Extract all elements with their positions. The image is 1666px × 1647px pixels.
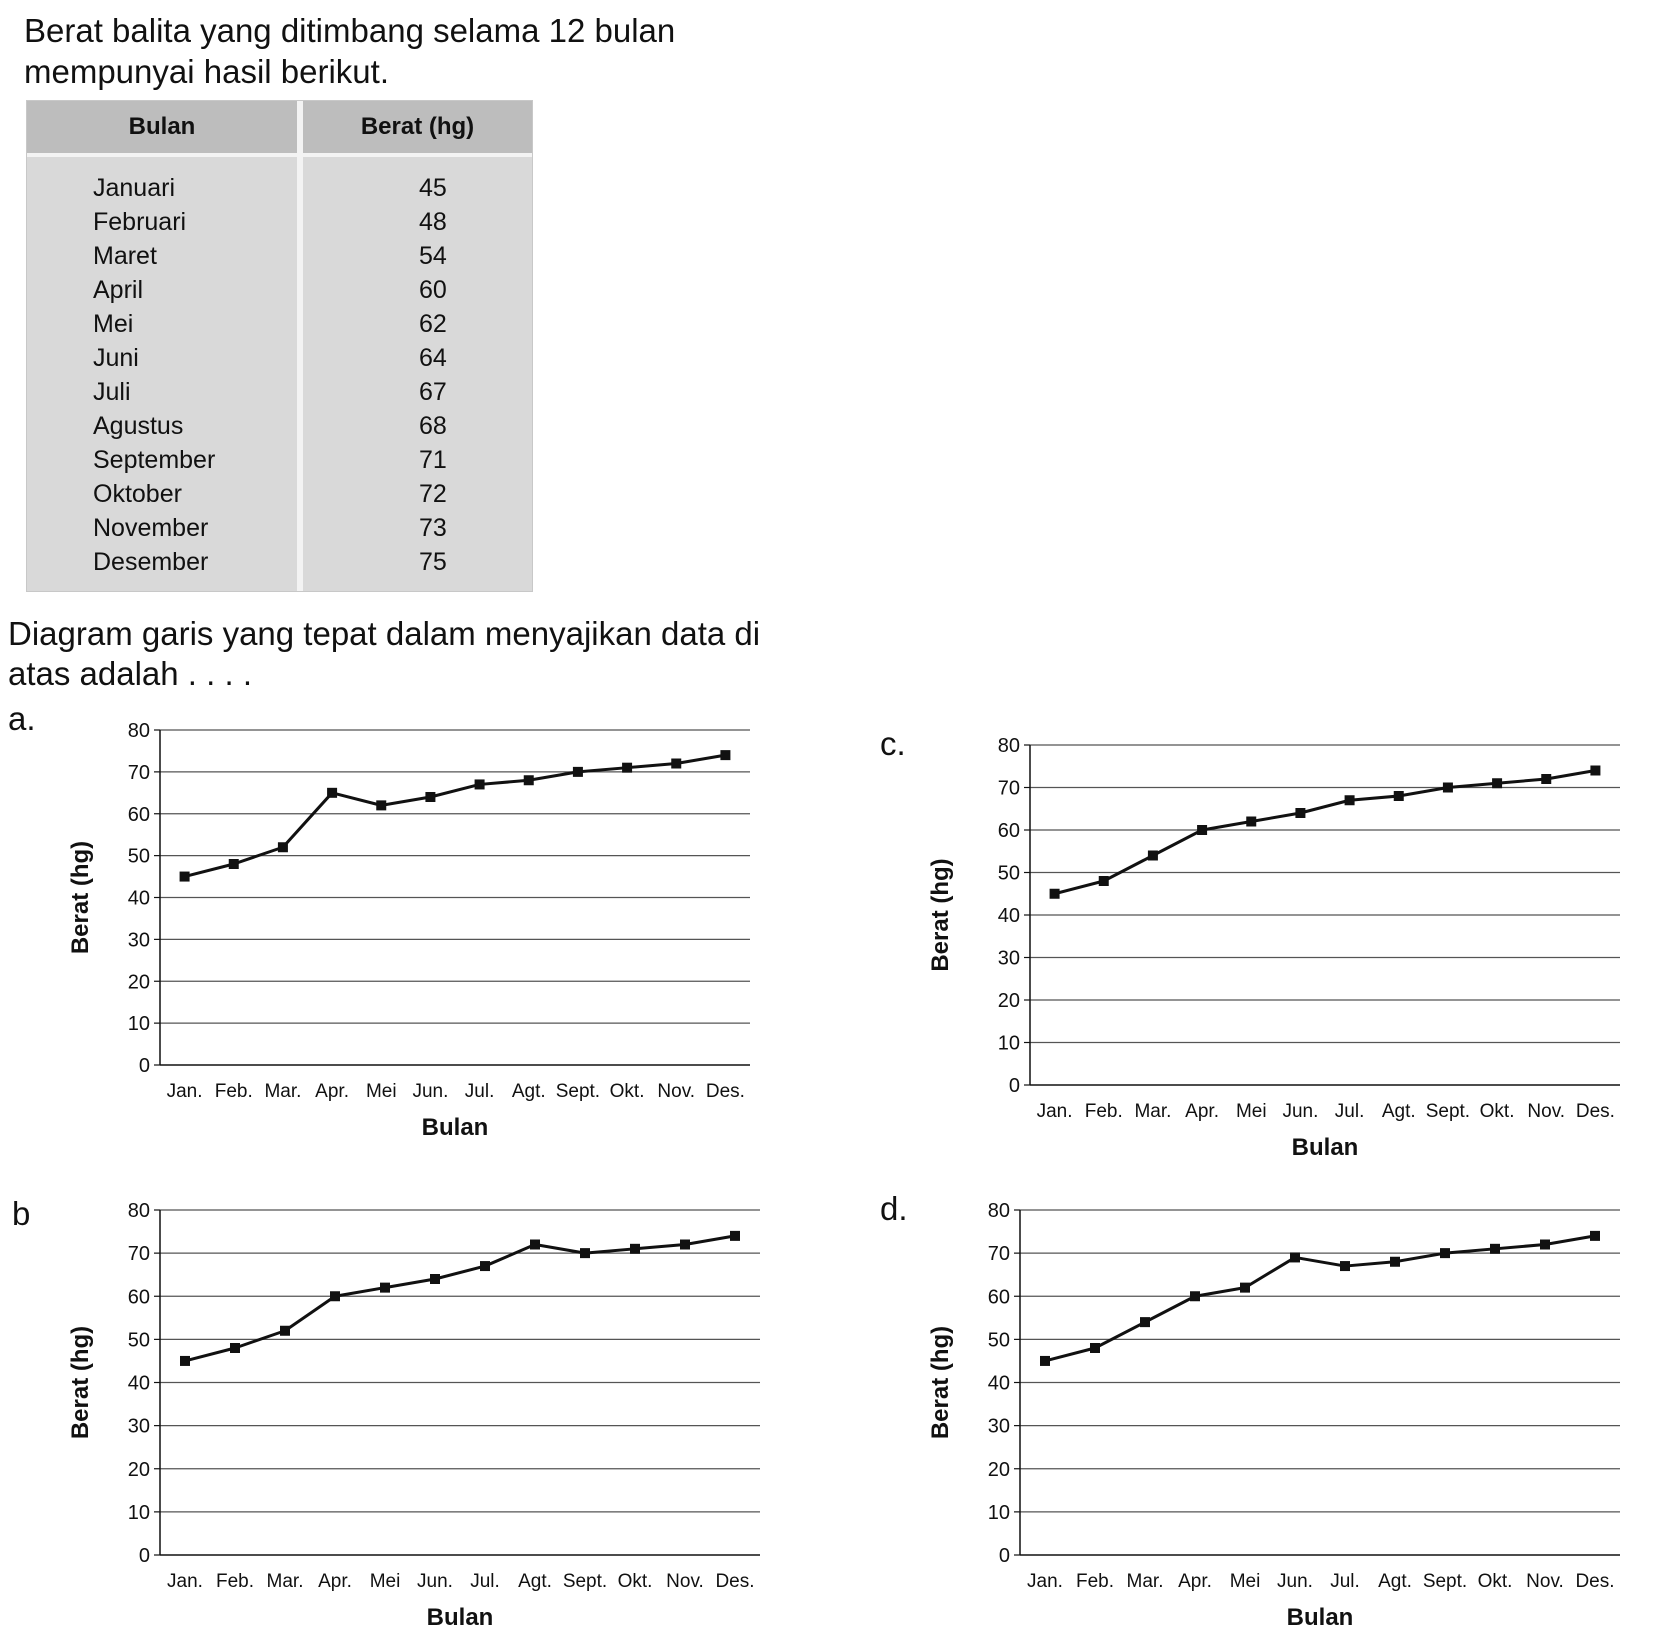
y-tick-label: 0	[998, 1545, 1010, 1567]
data-point	[630, 1244, 640, 1254]
data-point	[680, 1240, 690, 1250]
y-tick-label: 40	[987, 1372, 1010, 1395]
x-tick-label: Apr.	[315, 1081, 349, 1102]
weight-column	[303, 101, 532, 591]
data-point	[1099, 876, 1109, 886]
series-line	[1055, 771, 1596, 894]
data-point	[1240, 1283, 1250, 1293]
table-cell-weight: 54	[419, 242, 447, 270]
x-tick-label: Jun.	[1282, 1101, 1319, 1122]
line-chart-a	[67, 710, 770, 1150]
data-point	[1394, 791, 1404, 801]
data-point	[524, 775, 534, 785]
data-point	[671, 759, 681, 769]
question-text: Diagram garis yang tepat dalam menyajikan data di atas adalah . . . .	[8, 615, 761, 692]
table-cell-weight: 60	[419, 276, 447, 304]
data-point	[1590, 1231, 1600, 1241]
data-point	[1040, 1356, 1050, 1366]
table-cell-month: Oktober	[93, 480, 182, 508]
line-chart-b	[67, 1190, 770, 1631]
x-tick-label: Des.	[705, 1081, 745, 1102]
x-tick-label: Mar.	[266, 1571, 304, 1592]
x-tick-label: Apr.	[1185, 1101, 1219, 1122]
x-tick-label: Mar.	[1126, 1571, 1164, 1592]
data-point	[380, 1283, 390, 1293]
x-tick-label: Jun.	[417, 1571, 453, 1592]
y-tick-label: 30	[127, 929, 150, 952]
table-cell-weight: 68	[419, 412, 447, 440]
x-tick-label: Okt.	[1477, 1571, 1513, 1592]
table-cell-month: September	[93, 446, 216, 474]
line-chart-d	[927, 1190, 1630, 1631]
data-point	[573, 767, 583, 777]
y-tick-label: 60	[127, 803, 150, 826]
month-column	[27, 101, 297, 591]
x-tick-label: Sept.	[562, 1571, 608, 1592]
y-tick-label: 80	[987, 1200, 1010, 1222]
y-tick-label: 10	[127, 1013, 150, 1036]
series-line	[185, 755, 726, 876]
x-tick-label: Okt.	[617, 1571, 653, 1592]
data-point	[480, 1261, 490, 1271]
data-point	[1290, 1252, 1300, 1262]
x-tick-label: Jan.	[1036, 1101, 1073, 1122]
y-tick-label: 20	[997, 990, 1020, 1012]
x-tick-label: Feb.	[1075, 1571, 1115, 1592]
data-point	[327, 788, 337, 798]
y-tick-label: 10	[997, 1032, 1020, 1055]
y-tick-label: 20	[987, 1458, 1010, 1481]
x-tick-label: Feb.	[215, 1571, 255, 1592]
y-tick-label: 10	[127, 1501, 150, 1524]
data-point	[180, 872, 190, 882]
y-tick-label: 20	[127, 971, 150, 994]
data-point	[1050, 889, 1060, 899]
data-point	[376, 800, 386, 810]
x-tick-label: Agt.	[518, 1571, 552, 1592]
line-chart-c	[927, 725, 1630, 1165]
data-point	[1197, 825, 1207, 835]
table-cell-month: Juli	[93, 378, 131, 406]
x-tick-label: Jul.	[470, 1571, 500, 1592]
y-axis-title: Berat (hg)	[67, 840, 94, 955]
table-cell-month: Mei	[93, 310, 134, 338]
table-cell-month: Desember	[93, 548, 209, 576]
x-tick-label: Des.	[1575, 1571, 1615, 1592]
table-cell-month: November	[93, 514, 209, 542]
x-tick-label: Jun.	[412, 1081, 449, 1102]
x-tick-label: Agt.	[511, 1081, 546, 1102]
table-cell-weight: 71	[419, 446, 447, 474]
y-axis-title: Berat (hg)	[927, 1325, 954, 1440]
x-tick-label: Okt.	[1479, 1101, 1515, 1122]
x-tick-label: Mar.	[1134, 1101, 1172, 1122]
table-cell-month: April	[93, 276, 144, 304]
data-point	[475, 779, 485, 789]
weight-header: Berat (hg)	[303, 101, 532, 153]
data-point	[622, 763, 632, 773]
data-point	[180, 1356, 190, 1366]
series-line	[185, 1236, 735, 1361]
x-tick-label: Des.	[1575, 1101, 1615, 1122]
table-cell-weight: 73	[419, 514, 447, 542]
table-cell-month: Maret	[93, 242, 157, 270]
x-axis-title: Bulan	[1291, 1134, 1359, 1161]
data-point	[530, 1240, 540, 1250]
y-tick-label: 60	[987, 1286, 1010, 1309]
y-tick-label: 80	[997, 735, 1020, 757]
option-b-label: b	[12, 1195, 31, 1232]
y-tick-label: 70	[127, 761, 150, 784]
x-tick-label: Des.	[715, 1571, 755, 1592]
x-tick-label: Sept.	[1422, 1571, 1468, 1592]
data-point	[230, 1343, 240, 1353]
table-cell-month: Januari	[93, 174, 175, 202]
y-tick-label: 40	[997, 905, 1020, 927]
y-tick-label: 70	[997, 777, 1020, 800]
y-tick-label: 40	[127, 1372, 150, 1395]
data-point	[1190, 1291, 1200, 1301]
data-point	[1090, 1343, 1100, 1353]
y-axis-title: Berat (hg)	[67, 1325, 94, 1440]
x-tick-label: Mei	[365, 1081, 397, 1102]
y-tick-label: 30	[987, 1415, 1010, 1438]
data-point	[1295, 808, 1305, 818]
x-tick-label: Feb.	[214, 1081, 253, 1102]
x-tick-label: Sept.	[1425, 1101, 1471, 1122]
y-tick-label: 50	[127, 845, 150, 868]
x-tick-label: Mei	[1235, 1101, 1267, 1122]
x-tick-label: Nov.	[666, 1571, 704, 1592]
data-point	[1590, 766, 1600, 776]
x-tick-label: Apr.	[318, 1571, 352, 1592]
data-point	[425, 792, 435, 802]
data-point	[1345, 795, 1355, 805]
x-tick-label: Mei	[369, 1571, 401, 1592]
x-axis-title: Bulan	[426, 1604, 494, 1631]
y-tick-label: 40	[127, 887, 150, 910]
x-tick-label: Jan.	[166, 1081, 203, 1102]
y-tick-label: 20	[127, 1458, 150, 1481]
y-axis-title: Berat (hg)	[927, 858, 954, 972]
data-point	[580, 1248, 590, 1258]
data-point	[1541, 774, 1551, 784]
y-tick-label: 30	[127, 1415, 150, 1438]
weight-table	[26, 100, 533, 592]
data-point	[229, 859, 239, 869]
intro-text: Berat balita yang ditimbang selama 12 bulan mempunyai hasil berikut.	[24, 12, 676, 90]
x-tick-label: Nov.	[1527, 1101, 1566, 1122]
table-cell-month: Februari	[93, 208, 187, 236]
y-tick-label: 30	[997, 947, 1020, 970]
x-tick-label: Jan.	[167, 1571, 203, 1592]
y-tick-label: 0	[1008, 1075, 1020, 1097]
x-tick-label: Jul.	[1334, 1101, 1365, 1122]
table-cell-weight: 67	[419, 378, 447, 406]
x-tick-label: Nov.	[1526, 1571, 1564, 1592]
y-tick-label: 70	[127, 1243, 150, 1266]
option-c-label: c.	[880, 725, 906, 762]
x-tick-label: Agt.	[1381, 1101, 1416, 1122]
data-point	[1390, 1257, 1400, 1267]
x-tick-label: Jan.	[1027, 1571, 1063, 1592]
data-point	[1492, 778, 1502, 788]
y-tick-label: 50	[987, 1329, 1010, 1352]
data-point	[1540, 1240, 1550, 1250]
y-tick-label: 60	[997, 820, 1020, 842]
y-tick-label: 80	[127, 720, 150, 742]
y-tick-label: 60	[127, 1286, 150, 1309]
data-point	[1340, 1261, 1350, 1271]
x-tick-label: Feb.	[1084, 1101, 1123, 1122]
data-point	[720, 750, 730, 760]
data-point	[330, 1291, 340, 1301]
table-cell-month: Agustus	[93, 412, 184, 440]
y-tick-label: 10	[987, 1501, 1010, 1524]
table-cell-weight: 45	[419, 174, 447, 202]
y-tick-label: 0	[138, 1055, 150, 1077]
x-tick-label: Jul.	[1330, 1571, 1360, 1592]
data-point	[278, 842, 288, 852]
table-cell-weight: 75	[419, 548, 447, 576]
data-point	[1490, 1244, 1500, 1254]
x-tick-label: Nov.	[657, 1081, 696, 1102]
series-line	[1045, 1236, 1595, 1361]
y-tick-label: 50	[127, 1329, 150, 1352]
header-divider	[27, 153, 532, 157]
table-cell-weight: 62	[419, 310, 447, 338]
data-point	[1140, 1317, 1150, 1327]
data-point	[430, 1274, 440, 1284]
option-a-label: a.	[8, 700, 36, 737]
y-tick-label: 0	[138, 1545, 150, 1567]
table-cell-month: Juni	[93, 344, 139, 372]
y-tick-label: 80	[127, 1200, 150, 1222]
x-tick-label: Mar.	[264, 1081, 302, 1102]
x-axis-title: Bulan	[1286, 1604, 1354, 1631]
x-tick-label: Mei	[1229, 1571, 1261, 1592]
data-point	[1148, 851, 1158, 861]
x-tick-label: Sept.	[555, 1081, 601, 1102]
data-point	[730, 1231, 740, 1241]
table-cell-weight: 48	[419, 208, 447, 236]
data-point	[280, 1326, 290, 1336]
data-point	[1443, 783, 1453, 793]
table-cell-weight: 72	[419, 480, 447, 508]
data-point	[1440, 1248, 1450, 1258]
x-tick-label: Jul.	[464, 1081, 495, 1102]
y-tick-label: 50	[997, 862, 1020, 885]
x-tick-label: Okt.	[609, 1081, 645, 1102]
y-tick-label: 70	[987, 1243, 1010, 1266]
table-cell-weight: 64	[419, 344, 447, 372]
x-tick-label: Apr.	[1178, 1571, 1212, 1592]
option-d-label: d.	[880, 1190, 908, 1227]
x-axis-title: Bulan	[421, 1114, 489, 1141]
x-tick-label: Jun.	[1277, 1571, 1313, 1592]
data-point	[1246, 817, 1256, 827]
x-tick-label: Agt.	[1378, 1571, 1412, 1592]
month-header: Bulan	[27, 101, 297, 153]
